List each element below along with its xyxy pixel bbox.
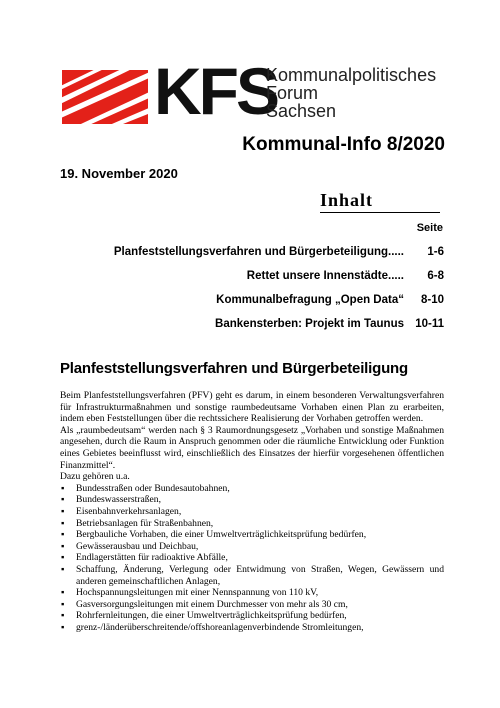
bullet-icon: ▪ (61, 552, 65, 564)
list-intro: Dazu gehören u.a. (60, 471, 130, 483)
issue-title: Kommunal-Info 8/2020 (242, 134, 445, 155)
list-item-text: Endlagerstätten für radioaktive Abfälle, (76, 552, 228, 564)
bullet-icon: ▪ (61, 587, 65, 599)
list-item (60, 529, 444, 541)
toc-item-page: 1-6 (427, 246, 444, 258)
logo-line-3: Sachsen (266, 101, 337, 121)
list-item (60, 483, 444, 495)
list-item (60, 506, 444, 518)
list-item-text: Bundesstraßen oder Bundesautobahnen, (76, 482, 230, 494)
toc-seite-label: Seite (416, 222, 443, 234)
list-item-text: Rohrfernleitungen, die einer Umweltverträglichkeitsprüfung bedürfen, (76, 610, 347, 622)
list-item-text: Hochspannungsleitungen mit einer Nennspannung von 110 kV, (76, 587, 319, 599)
article-list (60, 483, 444, 634)
bullet-icon: ▪ (61, 598, 65, 610)
toc-item-page: 8-10 (420, 294, 444, 306)
list-item-text: Eisenbahnverkehrsanlagen, (76, 505, 182, 517)
toc-item-title: Kommunalbefragung „Open Data“ (216, 294, 404, 306)
bullet-icon: ▪ (61, 494, 65, 506)
kfs-logo-mark-icon (62, 70, 148, 124)
toc-item[interactable] (60, 246, 444, 270)
toc-item-title: Bankensterben: Projekt im Taunus (215, 318, 404, 330)
list-item-text: Betriebsanlagen für Straßenbahnen, (76, 517, 214, 529)
bullet-icon: ▪ (61, 517, 65, 529)
list-item (60, 552, 444, 564)
list-item-text: Gasversorgungsleitungen mit einem Durchmesser von mehr als 30 cm, (76, 598, 348, 610)
bullet-icon: ▪ (61, 540, 65, 552)
bullet-icon: ▪ (61, 563, 65, 575)
logo-line-2: Forum (266, 83, 319, 103)
toc-item[interactable] (60, 294, 444, 318)
bullet-icon: ▪ (61, 482, 65, 494)
logo-kfs-text: KFS (154, 54, 277, 128)
kfs-logo (62, 54, 462, 128)
list-item (60, 564, 444, 587)
toc-item[interactable] (60, 318, 444, 342)
toc-item-title: Planfeststellungsverfahren und Bürgerbeteiligung..... (113, 246, 404, 258)
toc-item-page: 6-8 (427, 270, 444, 282)
table-of-contents (60, 246, 444, 342)
bullet-icon: ▪ (61, 610, 65, 622)
list-item (60, 518, 444, 530)
issue-date: 19. November 2020 (60, 166, 178, 181)
list-item-text: grenz-/länderüberschreitende/offshoreanlagenverbindende Stromleitungen, (76, 621, 364, 633)
article-title: Planfeststellungsverfahren und Bürgerbeteiligung (60, 360, 408, 377)
logo-line-1: Kommunalpolitisches (266, 65, 437, 85)
list-item-text: Bergbauliche Vorhaben, die einer Umweltverträglichkeitsprüfung bedürfen, (76, 529, 367, 541)
article-body (60, 390, 444, 633)
toc-item-page: 10-11 (415, 318, 444, 330)
article-paragraph: Beim Planfeststellungsverfahren (PFV) geht es darum, in einem besonderen Verwaltungsverfahren für Infrastrukturmaßnahmen und sonstige raumbedeutsame Vorhaben einen Plan zu erarbeiten, indem eben Feststellungen über die rechtssichere Realisierung der Vorhaben getroffen werden. (60, 390, 444, 425)
article-paragraph: Als „raumbedeutsam“ werden nach § 3 Raumordnungsgesetz „Vorhaben und sonstige Maßnahmen angesehen, durch die Raum in Anspruch genommen oder die räumliche Entwicklung oder Funktion eines Gebietes beeinflusst wird, einschließlich des Einsatzes der hierfür vorgesehenen öffentlichen Finanzmittel“. (60, 424, 444, 471)
toc-divider (320, 212, 440, 213)
bullet-icon: ▪ (61, 529, 65, 541)
toc-heading: Inhalt (320, 190, 374, 210)
list-item (60, 622, 444, 634)
logo-subtitle (266, 66, 436, 120)
list-item-text: Bundeswasserstraßen, (76, 494, 161, 506)
bullet-icon: ▪ (61, 621, 65, 633)
list-item (60, 599, 444, 611)
bullet-icon: ▪ (61, 505, 65, 517)
list-item-text: Gewässerausbau und Deichbau, (76, 540, 199, 552)
list-item (60, 494, 444, 506)
list-item (60, 541, 444, 553)
toc-item-title: Rettet unsere Innenstädte..... (246, 270, 404, 282)
toc-item[interactable] (60, 270, 444, 294)
list-item (60, 587, 444, 599)
list-item-text: Schaffung, Änderung, Verlegung oder Entwidmung von Straßen, Wegen, Gewässern und anderen gemeinschaftlichen Anlagen, (76, 563, 444, 587)
list-item (60, 610, 444, 622)
